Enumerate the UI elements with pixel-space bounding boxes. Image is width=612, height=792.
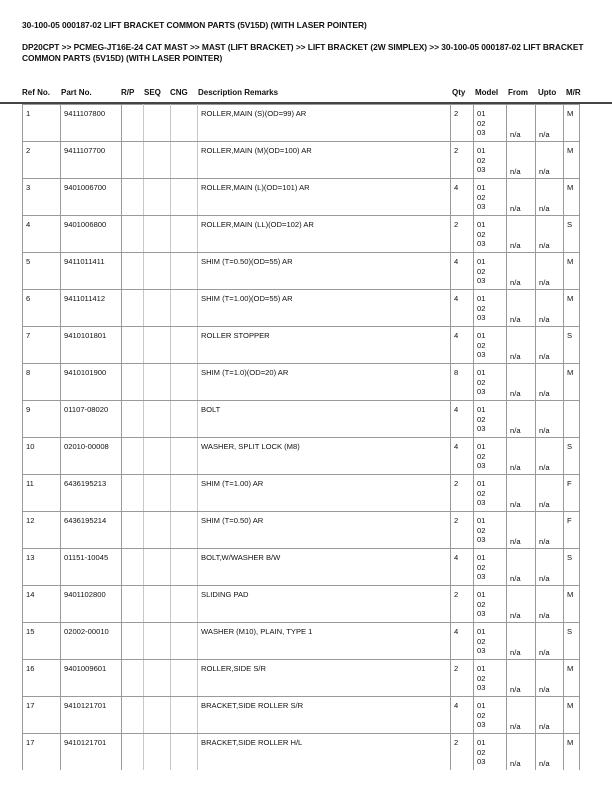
model-code: 02 — [477, 266, 486, 276]
description-cell: BRACKET,SIDE ROLLER S/R — [198, 697, 451, 734]
upto-cell: n/a — [536, 253, 564, 290]
model-code: 03 — [477, 128, 486, 138]
model-code: 01 — [477, 701, 486, 710]
upto-cell: n/a — [536, 327, 564, 364]
from-cell: n/a — [507, 586, 536, 623]
mr-cell: M — [564, 364, 580, 401]
cng-cell — [171, 660, 198, 697]
model-cell — [474, 549, 507, 586]
description-cell: ROLLER,SIDE S/R — [198, 660, 451, 697]
part-no-cell: 02002-00010 — [61, 623, 122, 660]
model-code: 02 — [477, 525, 486, 535]
cng-cell — [171, 549, 198, 586]
seq-cell — [144, 401, 171, 438]
description-cell: BOLT,W/WASHER B/W — [198, 549, 451, 586]
part-no-cell: 9401006800 — [61, 216, 122, 253]
cng-cell — [171, 105, 198, 142]
model-code: 02 — [477, 562, 486, 572]
ref-no-cell: 1 — [23, 105, 61, 142]
model-code: 03 — [477, 165, 486, 175]
model-code: 02 — [477, 377, 486, 387]
cng-cell — [171, 401, 198, 438]
mr-cell: M — [564, 179, 580, 216]
model-code: 01 — [477, 405, 486, 414]
model-code: 01 — [477, 146, 486, 155]
rp-cell — [122, 401, 144, 438]
part-no-cell: 02010-00008 — [61, 438, 122, 475]
from-cell: n/a — [507, 179, 536, 216]
qty-cell: 2 — [451, 142, 474, 179]
model-cell — [474, 697, 507, 734]
model-cell — [474, 734, 507, 771]
from-cell: n/a — [507, 253, 536, 290]
model-cell — [474, 475, 507, 512]
mr-cell: M — [564, 697, 580, 734]
part-no-cell: 6436195214 — [61, 512, 122, 549]
cng-cell — [171, 142, 198, 179]
qty-cell: 4 — [451, 290, 474, 327]
table-row — [23, 290, 580, 327]
model-cell — [474, 253, 507, 290]
ref-no-cell: 8 — [23, 364, 61, 401]
upto-cell: n/a — [536, 512, 564, 549]
upto-cell: n/a — [536, 660, 564, 697]
from-cell: n/a — [507, 549, 536, 586]
mr-cell: S — [564, 438, 580, 475]
from-cell: n/a — [507, 401, 536, 438]
model-code: 02 — [477, 599, 486, 609]
rp-cell — [122, 105, 144, 142]
upto-cell: n/a — [536, 438, 564, 475]
upto-cell: n/a — [536, 475, 564, 512]
model-code: 02 — [477, 118, 486, 128]
header-description: Description Remarks — [198, 88, 279, 97]
from-cell: n/a — [507, 660, 536, 697]
qty-cell: 4 — [451, 179, 474, 216]
table-row — [23, 549, 580, 586]
rp-cell — [122, 327, 144, 364]
qty-cell: 2 — [451, 586, 474, 623]
rp-cell — [122, 179, 144, 216]
table-row — [23, 253, 580, 290]
ref-no-cell: 2 — [23, 142, 61, 179]
qty-cell: 4 — [451, 401, 474, 438]
model-code: 02 — [477, 747, 486, 757]
cng-cell — [171, 327, 198, 364]
header-mr: M/R — [566, 88, 581, 97]
mr-cell: S — [564, 216, 580, 253]
model-code: 03 — [477, 572, 486, 582]
table-row — [23, 142, 580, 179]
upto-cell: n/a — [536, 179, 564, 216]
seq-cell — [144, 586, 171, 623]
description-cell: SLIDING PAD — [198, 586, 451, 623]
ref-no-cell: 15 — [23, 623, 61, 660]
qty-cell: 4 — [451, 549, 474, 586]
mr-cell: M — [564, 586, 580, 623]
qty-cell: 2 — [451, 216, 474, 253]
part-no-cell: 9411011411 — [61, 253, 122, 290]
rp-cell — [122, 623, 144, 660]
header-qty: Qty — [452, 88, 466, 97]
table-row — [23, 105, 580, 142]
ref-no-cell: 14 — [23, 586, 61, 623]
mr-cell: S — [564, 327, 580, 364]
model-cell — [474, 142, 507, 179]
qty-cell: 2 — [451, 660, 474, 697]
seq-cell — [144, 549, 171, 586]
table-row — [23, 512, 580, 549]
description-cell: ROLLER,MAIN (LL)(OD=102) AR — [198, 216, 451, 253]
seq-cell — [144, 142, 171, 179]
model-code: 03 — [477, 498, 486, 508]
rp-cell — [122, 253, 144, 290]
model-cell — [474, 586, 507, 623]
from-cell: n/a — [507, 697, 536, 734]
model-code: 03 — [477, 609, 486, 619]
part-no-cell: 9410101801 — [61, 327, 122, 364]
model-cell — [474, 623, 507, 660]
upto-cell: n/a — [536, 216, 564, 253]
seq-cell — [144, 512, 171, 549]
rp-cell — [122, 290, 144, 327]
table-row — [23, 697, 580, 734]
qty-cell: 8 — [451, 364, 474, 401]
model-code: 02 — [477, 340, 486, 350]
model-code: 03 — [477, 757, 486, 767]
model-cell — [474, 290, 507, 327]
model-code: 02 — [477, 673, 486, 683]
seq-cell — [144, 660, 171, 697]
header-from: From — [508, 88, 528, 97]
ref-no-cell: 3 — [23, 179, 61, 216]
part-no-cell: 9411011412 — [61, 290, 122, 327]
header-cng: CNG — [170, 88, 188, 97]
mr-cell: S — [564, 623, 580, 660]
rp-cell — [122, 586, 144, 623]
cng-cell — [171, 586, 198, 623]
rp-cell — [122, 660, 144, 697]
upto-cell: n/a — [536, 401, 564, 438]
seq-cell — [144, 290, 171, 327]
model-code: 03 — [477, 424, 486, 434]
seq-cell — [144, 179, 171, 216]
model-code: 03 — [477, 202, 486, 212]
table-row — [23, 327, 580, 364]
model-code: 02 — [477, 192, 486, 202]
header-upto: Upto — [538, 88, 557, 97]
model-code: 02 — [477, 710, 486, 720]
model-code: 02 — [477, 229, 486, 239]
part-no-cell: 9401006700 — [61, 179, 122, 216]
table-row — [23, 438, 580, 475]
table-row — [23, 216, 580, 253]
model-code: 01 — [477, 368, 486, 377]
mr-cell — [564, 401, 580, 438]
from-cell: n/a — [507, 512, 536, 549]
model-code: 03 — [477, 646, 486, 656]
ref-no-cell: 11 — [23, 475, 61, 512]
from-cell: n/a — [507, 290, 536, 327]
model-code: 01 — [477, 516, 486, 525]
model-code: 01 — [477, 590, 486, 599]
table-row — [23, 364, 580, 401]
model-code: 03 — [477, 720, 486, 730]
ref-no-cell: 16 — [23, 660, 61, 697]
upto-cell: n/a — [536, 623, 564, 660]
part-no-cell: 01107-08020 — [61, 401, 122, 438]
ref-no-cell: 13 — [23, 549, 61, 586]
description-cell: ROLLER STOPPER — [198, 327, 451, 364]
from-cell: n/a — [507, 734, 536, 771]
from-cell: n/a — [507, 142, 536, 179]
cng-cell — [171, 623, 198, 660]
upto-cell: n/a — [536, 586, 564, 623]
table-row — [23, 179, 580, 216]
mr-cell: M — [564, 105, 580, 142]
cng-cell — [171, 290, 198, 327]
cng-cell — [171, 179, 198, 216]
model-cell — [474, 660, 507, 697]
mr-cell: M — [564, 290, 580, 327]
model-code: 02 — [477, 451, 486, 461]
seq-cell — [144, 623, 171, 660]
qty-cell: 4 — [451, 438, 474, 475]
description-cell: SHIM (T=1.00) AR — [198, 475, 451, 512]
upto-cell: n/a — [536, 105, 564, 142]
header-ref-no: Ref No. — [22, 88, 50, 97]
description-cell: SHIM (T=0.50) AR — [198, 512, 451, 549]
seq-cell — [144, 253, 171, 290]
description-cell: WASHER, SPLIT LOCK (M8) — [198, 438, 451, 475]
ref-no-cell: 4 — [23, 216, 61, 253]
rp-cell — [122, 142, 144, 179]
table-row — [23, 623, 580, 660]
ref-no-cell: 17 — [23, 734, 61, 771]
seq-cell — [144, 697, 171, 734]
mr-cell: M — [564, 142, 580, 179]
model-code: 03 — [477, 683, 486, 693]
ref-no-cell: 17 — [23, 697, 61, 734]
rp-cell — [122, 438, 144, 475]
qty-cell: 4 — [451, 623, 474, 660]
model-code: 01 — [477, 109, 486, 118]
table-row — [23, 586, 580, 623]
table-row — [23, 660, 580, 697]
model-code: 01 — [477, 257, 486, 266]
ref-no-cell: 9 — [23, 401, 61, 438]
model-cell — [474, 105, 507, 142]
model-code: 01 — [477, 479, 486, 488]
table-row — [23, 734, 580, 771]
mr-cell: M — [564, 253, 580, 290]
ref-no-cell: 10 — [23, 438, 61, 475]
qty-cell: 2 — [451, 734, 474, 771]
cng-cell — [171, 216, 198, 253]
part-no-cell: 9401102800 — [61, 586, 122, 623]
seq-cell — [144, 734, 171, 771]
cng-cell — [171, 475, 198, 512]
model-code: 02 — [477, 414, 486, 424]
model-code: 03 — [477, 276, 486, 286]
mr-cell: F — [564, 475, 580, 512]
mr-cell: M — [564, 660, 580, 697]
header-rp: R/P — [121, 88, 135, 97]
qty-cell: 4 — [451, 327, 474, 364]
model-code: 02 — [477, 488, 486, 498]
upto-cell: n/a — [536, 549, 564, 586]
model-code: 01 — [477, 183, 486, 192]
upto-cell: n/a — [536, 697, 564, 734]
model-code: 02 — [477, 155, 486, 165]
breadcrumb: DP20CPT >> PCMEG-JT16E-24 CAT MAST >> MAST (LIFT BRACKET) >> LIFT BRACKET (2W SIMPLEX) >> 30-100-05 000187-02 LIFT BRACKET COMMON PARTS (5V15D) (WITH LASER POINTER) — [22, 42, 584, 63]
from-cell: n/a — [507, 364, 536, 401]
header-seq: SEQ — [144, 88, 161, 97]
model-code: 01 — [477, 331, 486, 340]
description-cell: BOLT — [198, 401, 451, 438]
table-row — [23, 401, 580, 438]
from-cell: n/a — [507, 623, 536, 660]
model-cell — [474, 179, 507, 216]
model-code: 02 — [477, 303, 486, 313]
from-cell: n/a — [507, 327, 536, 364]
header-model: Model — [475, 88, 499, 97]
part-no-cell: 9411107800 — [61, 105, 122, 142]
upto-cell: n/a — [536, 142, 564, 179]
upto-cell: n/a — [536, 290, 564, 327]
model-code: 01 — [477, 553, 486, 562]
description-cell: WASHER (M10), PLAIN, TYPE 1 — [198, 623, 451, 660]
rp-cell — [122, 216, 144, 253]
model-code: 01 — [477, 220, 486, 229]
rp-cell — [122, 364, 144, 401]
ref-no-cell: 7 — [23, 327, 61, 364]
mr-cell: S — [564, 549, 580, 586]
model-code: 01 — [477, 442, 486, 451]
model-code: 03 — [477, 387, 486, 397]
mr-cell: F — [564, 512, 580, 549]
parts-table — [22, 104, 580, 770]
upto-cell: n/a — [536, 734, 564, 771]
seq-cell — [144, 475, 171, 512]
mr-cell: M — [564, 734, 580, 771]
part-no-cell: 6436195213 — [61, 475, 122, 512]
model-code: 03 — [477, 535, 486, 545]
seq-cell — [144, 216, 171, 253]
part-no-cell: 9410121701 — [61, 734, 122, 771]
part-no-cell: 9411107700 — [61, 142, 122, 179]
part-no-cell: 9410101900 — [61, 364, 122, 401]
model-cell — [474, 512, 507, 549]
cng-cell — [171, 438, 198, 475]
model-code: 03 — [477, 313, 486, 323]
from-cell: n/a — [507, 438, 536, 475]
ref-no-cell: 6 — [23, 290, 61, 327]
model-code: 01 — [477, 627, 486, 636]
cng-cell — [171, 364, 198, 401]
parts-table-body — [23, 105, 580, 771]
qty-cell: 2 — [451, 512, 474, 549]
rp-cell — [122, 734, 144, 771]
rp-cell — [122, 512, 144, 549]
description-cell: SHIM (T=0.50)(OD=55) AR — [198, 253, 451, 290]
qty-cell: 4 — [451, 697, 474, 734]
from-cell: n/a — [507, 105, 536, 142]
part-no-cell: 9401009601 — [61, 660, 122, 697]
cng-cell — [171, 697, 198, 734]
description-cell: BRACKET,SIDE ROLLER H/L — [198, 734, 451, 771]
seq-cell — [144, 327, 171, 364]
qty-cell: 2 — [451, 105, 474, 142]
qty-cell: 4 — [451, 253, 474, 290]
description-cell: ROLLER,MAIN (L)(OD=101) AR — [198, 179, 451, 216]
upto-cell: n/a — [536, 364, 564, 401]
cng-cell — [171, 734, 198, 771]
description-cell: ROLLER,MAIN (M)(OD=100) AR — [198, 142, 451, 179]
description-cell: ROLLER,MAIN (S)(OD=99) AR — [198, 105, 451, 142]
model-code: 02 — [477, 636, 486, 646]
model-cell — [474, 216, 507, 253]
description-cell: SHIM (T=1.0)(OD=20) AR — [198, 364, 451, 401]
model-cell — [474, 327, 507, 364]
model-cell — [474, 401, 507, 438]
model-code: 03 — [477, 461, 486, 471]
model-code: 01 — [477, 294, 486, 303]
table-row — [23, 475, 580, 512]
seq-cell — [144, 364, 171, 401]
part-no-cell: 9410121701 — [61, 697, 122, 734]
part-no-cell: 01151-10045 — [61, 549, 122, 586]
from-cell: n/a — [507, 475, 536, 512]
from-cell: n/a — [507, 216, 536, 253]
seq-cell — [144, 105, 171, 142]
header-part-no: Part No. — [61, 88, 92, 97]
cng-cell — [171, 253, 198, 290]
model-cell — [474, 364, 507, 401]
model-cell — [474, 438, 507, 475]
description-cell: SHIM (T=1.00)(OD=55) AR — [198, 290, 451, 327]
cng-cell — [171, 512, 198, 549]
model-code: 03 — [477, 239, 486, 249]
document-title: 30-100-05 000187-02 LIFT BRACKET COMMON PARTS (5V15D) (WITH LASER POINTER) — [22, 20, 367, 30]
seq-cell — [144, 438, 171, 475]
model-code: 03 — [477, 350, 486, 360]
qty-cell: 2 — [451, 475, 474, 512]
rp-cell — [122, 475, 144, 512]
rp-cell — [122, 549, 144, 586]
rp-cell — [122, 697, 144, 734]
model-code: 01 — [477, 664, 486, 673]
model-code: 01 — [477, 738, 486, 747]
ref-no-cell: 12 — [23, 512, 61, 549]
ref-no-cell: 5 — [23, 253, 61, 290]
